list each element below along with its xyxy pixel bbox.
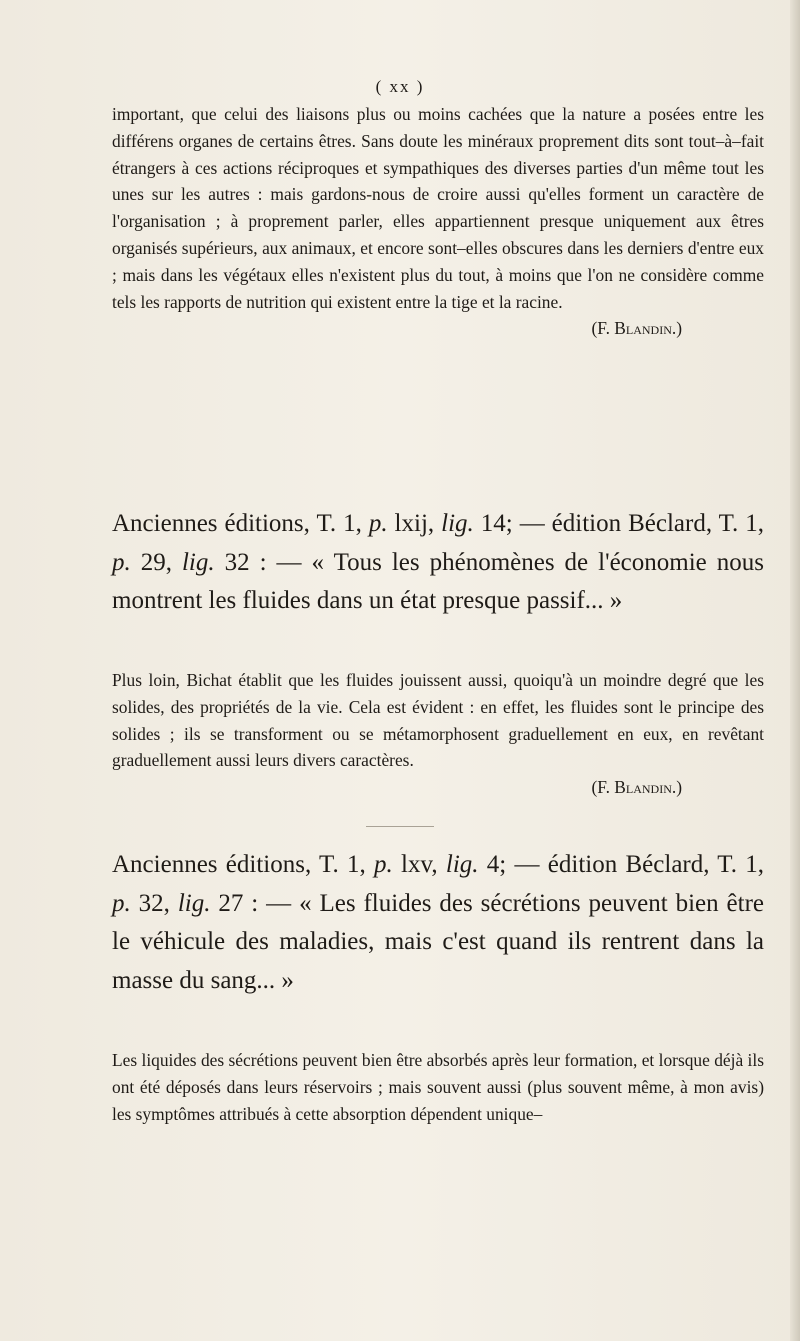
citation-1 xyxy=(112,505,764,621)
signature-2: (F. Blandin.) xyxy=(591,777,682,798)
paragraph-3-text: Les liquides des sécrétions peuvent bien être absorbés après leur formation, et lorsque déjà ils ont été déposés dans leurs réservoirs ; mais souvent aussi (plus souvent même, à mon avis) les symptômes attribués à cette absorption dépendent unique– xyxy=(112,1050,764,1124)
paragraph-1-text: important, que celui des liaisons plus ou moins cachées que la nature a posées entre les différens organes de certains êtres. Sans doute les minéraux proprement dits sont tout–à–fait étrangers à ces actions réciproques et sympathiques des diverses parties d'un même tout les unes sur les autres : mais gardons-nous de croire aussi qu'elles forment un caractère de l'organisation ; à proprement parler, elles appartiennent presque uniquement aux êtres organisés supérieurs, aux animaux, et encore sont–elles obscures dans les derniers d'entre eux ; mais dans les végétaux elles n'existent plus du tout, à moins que l'on ne considère comme tels les rapports de nutrition qui existent entre la tige et la racine. xyxy=(112,104,764,312)
citation-2-text: Anciennes éditions, T. 1, p. lxv, lig. 4; — édition Béclard, T. 1, p. 32, lig. 27 : — « Les fluides des sécrétions peuvent bien être le véhicule des maladies, mais c'est quand ils rentrent dans la masse du sang... » xyxy=(112,851,764,994)
paragraph-3 xyxy=(112,1047,764,1127)
signature-1: (F. Blandin.) xyxy=(591,318,682,339)
page-number-header: ( xx ) xyxy=(375,77,425,96)
paragraph-1 xyxy=(112,101,764,342)
citation-1-text: Anciennes éditions, T. 1, p. lxij, lig. 14; — édition Béclard, T. 1, p. 29, lig. 32 : — « Tous les phénomènes de l'économie nous montrent les fluides dans un état presque passif... » xyxy=(112,510,765,614)
paragraph-2-text: Plus loin, Bichat établit que les fluides jouissent aussi, quoiqu'à un moindre degré que les solides, des propriétés de la vie. Cela est évident : en effet, les fluides sont le principe des solides ; ils se transforment ou se métamorphosent graduellement en eux, en revêtant graduellement aussi leurs divers caractères. xyxy=(112,670,764,771)
section-divider xyxy=(366,826,434,827)
citation-2 xyxy=(112,846,764,1000)
paragraph-2 xyxy=(112,667,764,801)
page-edge xyxy=(790,0,800,1341)
